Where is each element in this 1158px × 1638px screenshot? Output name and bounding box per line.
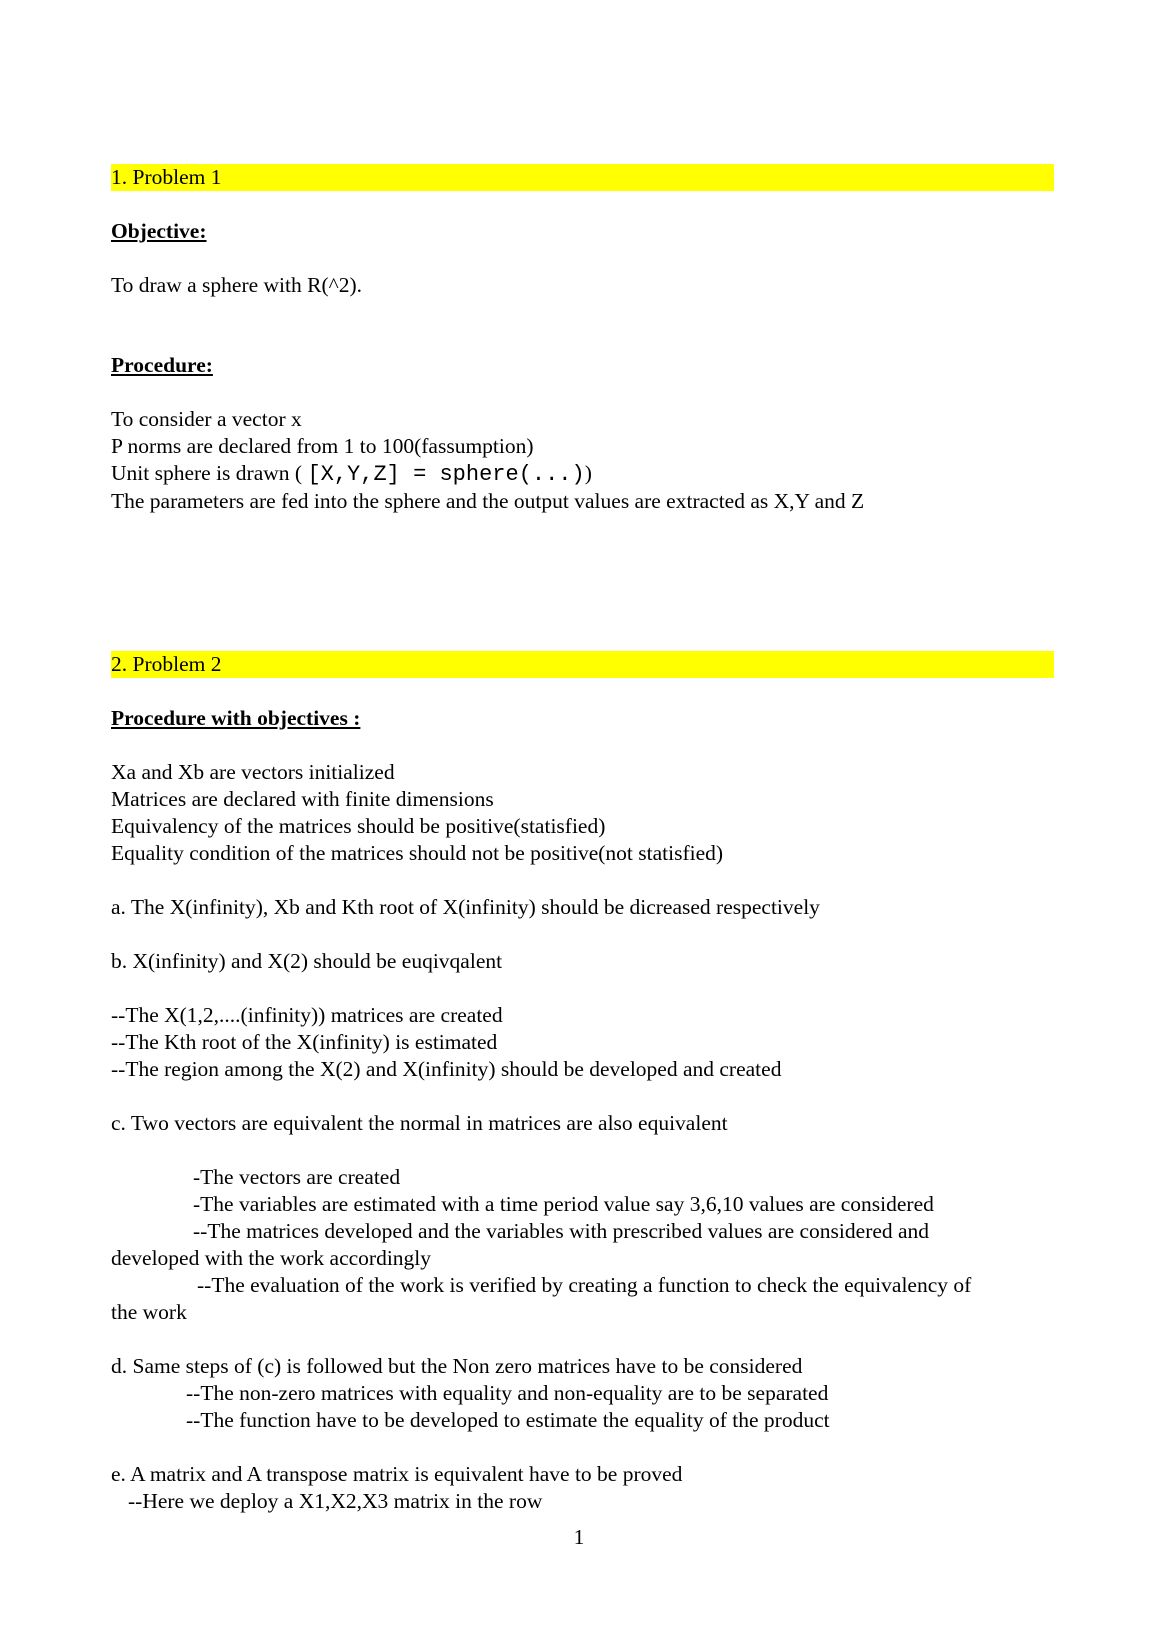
intro-line-1: Xa and Xb are vectors initialized (111, 760, 395, 784)
objective-heading: Objective: (111, 219, 207, 243)
problem-1-title: 1. Problem 1 (111, 164, 1054, 191)
sphere-code: [X,Y,Z] = sphere(...) (307, 462, 585, 487)
item-d-sub-1: --The non-zero matrices with equality and non-equality are to be separated (186, 1381, 829, 1405)
intro-line-3: Equivalency of the matrices should be positive(statisfied) (111, 814, 606, 838)
procedure-line-2: P norms are declared from 1 to 100(fassumption) (111, 434, 534, 458)
item-a: a. The X(infinity), Xb and Kth root of X(infinity) should be dicreased respectively (111, 895, 820, 919)
intro-line-4: Equality condition of the matrices should not be positive(not statisfied) (111, 841, 724, 865)
item-b-sub-2: --The Kth root of the X(infinity) is estimated (111, 1030, 498, 1054)
item-d: d. Same steps of (c) is followed but the Non zero matrices have to be considered (111, 1354, 803, 1378)
objective-text: To draw a sphere with R(^2). (111, 273, 362, 297)
intro-line-2: Matrices are declared with finite dimensions (111, 787, 494, 811)
procedure-line-3-suffix: ) (584, 461, 592, 485)
procedure-with-objectives-heading: Procedure with objectives : (111, 706, 361, 730)
item-e-sub-1: --Here we deploy a X1,X2,X3 matrix in the row (128, 1489, 543, 1513)
item-e: e. A matrix and A transpose matrix is equivalent have to be proved (111, 1462, 683, 1486)
item-b-sub-3: --The region among the X(2) and X(infinity) should be developed and created (111, 1057, 782, 1081)
procedure-line-3 (111, 460, 592, 487)
item-c-sub-4b: the work (111, 1300, 187, 1324)
page-number: 1 (573, 1525, 585, 1549)
procedure-line-4: The parameters are fed into the sphere and the output values are extracted as X,Y and Z (111, 489, 865, 513)
problem-2-title: 2. Problem 2 (111, 651, 1054, 678)
item-b: b. X(infinity) and X(2) should be euqivqalent (111, 949, 503, 973)
procedure-line-1: To consider a vector x (111, 407, 302, 431)
item-c-sub-1: -The vectors are created (193, 1165, 401, 1189)
item-d-sub-2: --The function have to be developed to estimate the equality of the product (186, 1408, 830, 1432)
item-c: c. Two vectors are equivalent the normal in matrices are also equivalent (111, 1111, 728, 1135)
item-c-sub-3b: developed with the work accordingly (111, 1246, 432, 1270)
item-c-sub-4a: --The evaluation of the work is verified by creating a function to check the equivalency of (197, 1273, 972, 1297)
procedure-heading: Procedure: (111, 353, 213, 377)
item-c-sub-2: -The variables are estimated with a time period value say 3,6,10 values are considered (193, 1192, 934, 1216)
item-b-sub-1: --The X(1,2,....(infinity)) matrices are created (111, 1003, 503, 1027)
procedure-line-3-prefix: Unit sphere is drawn ( (111, 461, 308, 485)
item-c-sub-3a: --The matrices developed and the variables with prescribed values are considered and (193, 1219, 930, 1243)
